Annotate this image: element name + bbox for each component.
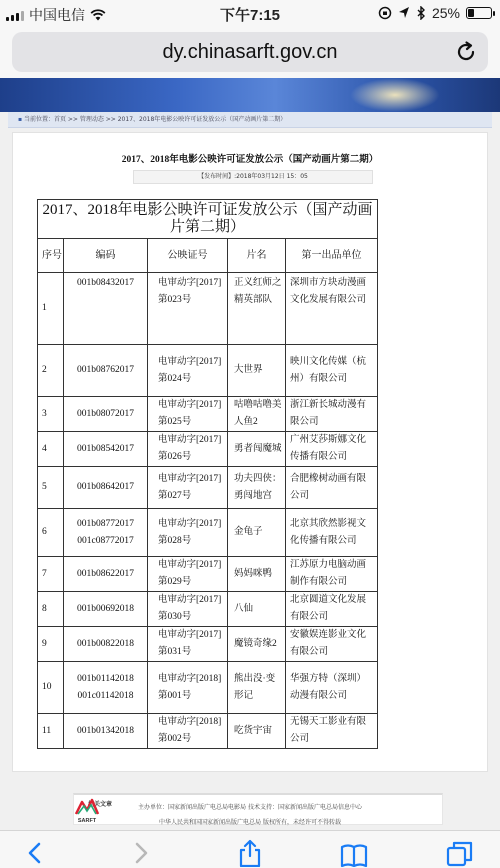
header-code: 编码 — [64, 239, 148, 273]
code-value: 001c08772017 — [77, 535, 134, 546]
cell-code — [64, 432, 148, 467]
cell-no: 9 — [38, 627, 64, 662]
cell-code — [64, 592, 148, 627]
share-icon[interactable] — [236, 839, 264, 867]
logo-text: SARFT — [77, 818, 97, 824]
cell-license: 电审动字[2017]第026号 — [148, 432, 228, 467]
cell-no: 3 — [38, 397, 64, 432]
bookmarks-icon[interactable] — [340, 839, 368, 867]
publish-time: 【发布时间】:2018年03月12日 15：05 — [133, 170, 373, 184]
back-icon[interactable] — [22, 839, 50, 867]
code-value: 001b08432017 — [77, 278, 134, 288]
cell-unit: 映川文化传媒（杭州）有限公司 — [286, 345, 378, 397]
cell-no: 4 — [38, 432, 64, 467]
cell-name: 八仙 — [228, 592, 286, 627]
cell-license: 电审动字[2017]第025号 — [148, 397, 228, 432]
table-caption: 2017、2018年电影公映许可证发放公示（国产动画片第二期） — [38, 200, 378, 239]
battery-icon — [466, 7, 492, 19]
cell-code — [64, 467, 148, 509]
cell-name: 勇者闯魔城 — [228, 432, 286, 467]
status-bar — [0, 0, 500, 26]
table-row — [38, 509, 378, 557]
footer-sponsor: 主办单位：国家新闻出版广电总局电影局 技术支持：国家新闻出版广电总局信息中心 — [138, 804, 362, 811]
code-value: 001b08642017 — [77, 482, 134, 492]
cell-unit: 江苏原力电脑动画制作有限公司 — [286, 557, 378, 592]
header-license: 公映证号 — [148, 239, 228, 273]
cell-license: 电审动字[2017]第029号 — [148, 557, 228, 592]
bluetooth-icon — [416, 6, 426, 20]
table-row — [38, 397, 378, 432]
cell-no: 5 — [38, 467, 64, 509]
cell-license: 电审动字[2017]第027号 — [148, 467, 228, 509]
cell-unit: 广州艾莎斯娜文化传播有限公司 — [286, 432, 378, 467]
cell-code — [64, 557, 148, 592]
location-icon — [398, 6, 410, 20]
code-value: 001b00692018 — [77, 603, 134, 614]
carrier-label: 中国电信 — [29, 7, 85, 23]
cell-name: 熊出没·变形记 — [228, 662, 286, 714]
code-value: 001b01142018 — [77, 673, 134, 684]
cell-no: 7 — [38, 557, 64, 592]
cell-no: 2 — [38, 345, 64, 397]
footer-copyright: 中华人民共和国国家新闻出版广电总局 版权所有，未经许可不得转载 — [159, 819, 341, 826]
cell-code — [64, 662, 148, 714]
cell-license: 电审动字[2017]第031号 — [148, 627, 228, 662]
browser-toolbar — [0, 830, 500, 868]
header-unit: 第一出品单位 — [286, 239, 378, 273]
cell-unit: 华强方特（深圳）动漫有限公司 — [286, 662, 378, 714]
cell-code — [64, 627, 148, 662]
cell-license: 电审动字[2017]第030号 — [148, 592, 228, 627]
cell-name: 魔镜奇缘2 — [228, 627, 286, 662]
cell-name: 功夫四侠：勇闯地宫 — [228, 467, 286, 509]
tabs-icon[interactable] — [446, 839, 474, 867]
clock: 下午7:15 — [219, 7, 281, 24]
location-pin-icon: ▪ — [18, 116, 23, 123]
cell-code — [64, 273, 148, 345]
code-value: 001b08542017 — [77, 443, 134, 454]
header-name: 片名 — [228, 239, 286, 273]
table-row — [38, 557, 378, 592]
breadcrumb-text[interactable]: 当前位置：首页 >> 管理动态 >> 2017、2018年电影公映许可证发放公示（国产动画片第二期） — [24, 116, 287, 123]
cell-name: 咕噜咕噜美人鱼2 — [228, 397, 286, 432]
code-value: 001b08772017 — [77, 518, 134, 529]
cell-no: 8 — [38, 592, 64, 627]
code-value: 001c01142018 — [77, 690, 134, 701]
code-value: 001b00822018 — [77, 638, 134, 649]
table-row — [38, 432, 378, 467]
cell-unit: 深圳市方块动漫画文化发展有限公司 — [286, 273, 378, 345]
cell-unit: 浙江新长城动漫有限公司 — [286, 397, 378, 432]
forward-icon[interactable] — [126, 839, 154, 867]
browser-chrome — [0, 26, 500, 78]
cell-unit: 无锡天工影业有限公司 — [286, 714, 378, 749]
cell-code — [64, 509, 148, 557]
code-value: 001b01342018 — [77, 725, 134, 736]
table-row — [38, 714, 378, 749]
article-title: 2017、2018年电影公映许可证发放公示（国产动画片第二期） — [121, 155, 379, 165]
site-banner — [0, 78, 500, 112]
reload-icon[interactable] — [454, 40, 478, 64]
cell-license: 电审动字[2018]第001号 — [148, 662, 228, 714]
code-value: 001b08622017 — [77, 568, 134, 579]
cell-code — [64, 714, 148, 749]
header-no: 序号 — [38, 239, 64, 273]
cell-no: 1 — [38, 273, 64, 345]
code-value: 001b08072017 — [77, 408, 134, 419]
table-row — [38, 592, 378, 627]
battery-percent: 25% — [431, 5, 460, 21]
table-row — [38, 273, 378, 345]
cell-name: 吃货宇宙 — [228, 714, 286, 749]
cell-no: 11 — [38, 714, 64, 749]
cell-no: 10 — [38, 662, 64, 714]
cell-name: 金龟子 — [228, 509, 286, 557]
cell-license: 电审动字[2017]第024号 — [148, 345, 228, 397]
cell-no: 6 — [38, 509, 64, 557]
cell-code — [64, 397, 148, 432]
cell-name: 大世界 — [228, 345, 286, 397]
table-row — [38, 345, 378, 397]
table-row — [38, 467, 378, 509]
code-value: 001b08762017 — [77, 365, 134, 375]
url-text[interactable]: dy.chinasarft.gov.cn — [162, 41, 338, 63]
web-page — [0, 78, 500, 830]
address-bar[interactable] — [12, 32, 488, 72]
breadcrumb — [8, 112, 492, 128]
orientation-lock-icon — [378, 6, 392, 20]
cell-license: 电审动字[2017]第028号 — [148, 509, 228, 557]
cell-name: 正义红师之精英部队 — [228, 273, 286, 345]
cell-unit: 北京圆道文化发展有限公司 — [286, 592, 378, 627]
table-row — [38, 662, 378, 714]
license-table — [37, 199, 378, 749]
cell-license: 电审动字[2018]第002号 — [148, 714, 228, 749]
cell-code — [64, 345, 148, 397]
cell-unit: 合肥橡树动画有限公司 — [286, 467, 378, 509]
cell-license: 电审动字[2017]第023号 — [148, 273, 228, 345]
table-row — [38, 627, 378, 662]
related-articles-label: 相关文章 — [88, 801, 113, 808]
cell-unit: 北京其欣然影视文化传播有限公司 — [286, 509, 378, 557]
cell-name: 妈妈咪鸭 — [228, 557, 286, 592]
cell-unit: 安徽娱连影业文化有限公司 — [286, 627, 378, 662]
